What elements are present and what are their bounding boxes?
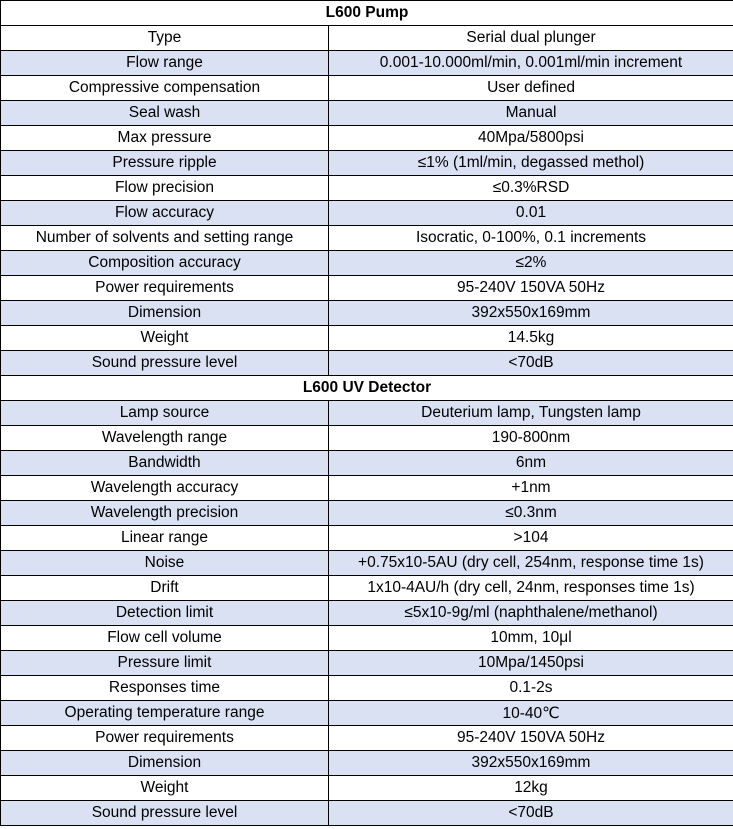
spec-value: 0.001-10.000ml/min, 0.001ml/min increment	[329, 51, 733, 76]
spec-label: Power requirements	[1, 726, 329, 751]
spec-label: Sound pressure level	[1, 801, 329, 826]
spec-value: 40Mpa/5800psi	[329, 126, 733, 151]
spec-label: Pressure limit	[1, 651, 329, 676]
spec-value: ≤5x10-9g/ml (naphthalene/methanol)	[329, 601, 733, 626]
spec-label: Flow cell volume	[1, 626, 329, 651]
spec-label: Number of solvents and setting range	[1, 226, 329, 251]
spec-label: Noise	[1, 551, 329, 576]
table-row	[1, 76, 733, 101]
spec-label: Drift	[1, 576, 329, 601]
spec-label: Wavelength accuracy	[1, 476, 329, 501]
table-row	[1, 126, 733, 151]
spec-label: Flow accuracy	[1, 201, 329, 226]
spec-label: Wavelength range	[1, 426, 329, 451]
table-row	[1, 26, 733, 51]
spec-value: 10mm, 10μl	[329, 626, 733, 651]
table-row	[1, 301, 733, 326]
table-row	[1, 776, 733, 801]
table-row	[1, 426, 733, 451]
table-row	[1, 501, 733, 526]
table-row	[1, 576, 733, 601]
spec-label: Detection limit	[1, 601, 329, 626]
spec-label: Operating temperature range	[1, 701, 329, 726]
table-row	[1, 651, 733, 676]
section-title: L600 Pump	[1, 1, 733, 26]
spec-value: ≤1% (1ml/min, degassed methol)	[329, 151, 733, 176]
spec-value: Deuterium lamp, Tungsten lamp	[329, 401, 733, 426]
spec-value: 392x550x169mm	[329, 301, 733, 326]
spec-value: 1x10-4AU/h (dry cell, 24nm, responses time 1s)	[329, 576, 733, 601]
section-header-pump	[1, 1, 733, 26]
spec-value: Serial dual plunger	[329, 26, 733, 51]
table-row	[1, 101, 733, 126]
spec-value: 0.1-2s	[329, 676, 733, 701]
section-title: L600 UV Detector	[1, 376, 733, 401]
spec-label: Type	[1, 26, 329, 51]
table-row	[1, 201, 733, 226]
spec-label: Compressive compensation	[1, 76, 329, 101]
spec-value: Manual	[329, 101, 733, 126]
spec-label: Power requirements	[1, 276, 329, 301]
table-row	[1, 676, 733, 701]
spec-label: Lamp source	[1, 401, 329, 426]
spec-value: 14.5kg	[329, 326, 733, 351]
spec-value: User defined	[329, 76, 733, 101]
table-row	[1, 701, 733, 726]
table-row	[1, 276, 733, 301]
spec-label: Dimension	[1, 751, 329, 776]
table-row	[1, 401, 733, 426]
table-row	[1, 451, 733, 476]
spec-label: Composition accuracy	[1, 251, 329, 276]
spec-label: Seal wash	[1, 101, 329, 126]
spec-label: Wavelength precision	[1, 501, 329, 526]
table-row	[1, 476, 733, 501]
spec-value: 392x550x169mm	[329, 751, 733, 776]
spec-label: Flow range	[1, 51, 329, 76]
spec-label: Weight	[1, 776, 329, 801]
spec-value: 95-240V 150VA 50Hz	[329, 726, 733, 751]
spec-value: 0.01	[329, 201, 733, 226]
spec-value: 6nm	[329, 451, 733, 476]
spec-value: 12kg	[329, 776, 733, 801]
table-row	[1, 226, 733, 251]
spec-label: Weight	[1, 326, 329, 351]
table-row	[1, 551, 733, 576]
spec-value: ≤0.3%RSD	[329, 176, 733, 201]
table-row	[1, 251, 733, 276]
spec-value: 95-240V 150VA 50Hz	[329, 276, 733, 301]
spec-value: ≤2%	[329, 251, 733, 276]
table-row	[1, 751, 733, 776]
table-row	[1, 626, 733, 651]
spec-value: +0.75x10-5AU (dry cell, 254nm, response time 1s)	[329, 551, 733, 576]
spec-label: Max pressure	[1, 126, 329, 151]
spec-value: 190-800nm	[329, 426, 733, 451]
table-row	[1, 151, 733, 176]
table-row	[1, 801, 733, 826]
spec-label: Sound pressure level	[1, 351, 329, 376]
table-row	[1, 326, 733, 351]
table-row	[1, 601, 733, 626]
spec-label: Flow precision	[1, 176, 329, 201]
spec-value: ≤0.3nm	[329, 501, 733, 526]
table-row	[1, 51, 733, 76]
table-row	[1, 526, 733, 551]
spec-value: +1nm	[329, 476, 733, 501]
spec-value: 10Mpa/1450psi	[329, 651, 733, 676]
spec-value: <70dB	[329, 801, 733, 826]
table-row	[1, 726, 733, 751]
spec-label: Dimension	[1, 301, 329, 326]
spec-value: Isocratic, 0-100%, 0.1 increments	[329, 226, 733, 251]
spec-label: Bandwidth	[1, 451, 329, 476]
spec-value: <70dB	[329, 351, 733, 376]
spec-value: >104	[329, 526, 733, 551]
spec-value: 10-40℃	[329, 701, 733, 726]
spec-label: Pressure ripple	[1, 151, 329, 176]
spec-label: Responses time	[1, 676, 329, 701]
table-row	[1, 351, 733, 376]
spec-label: Linear range	[1, 526, 329, 551]
table-row	[1, 176, 733, 201]
section-header-uv-detector	[1, 376, 733, 401]
